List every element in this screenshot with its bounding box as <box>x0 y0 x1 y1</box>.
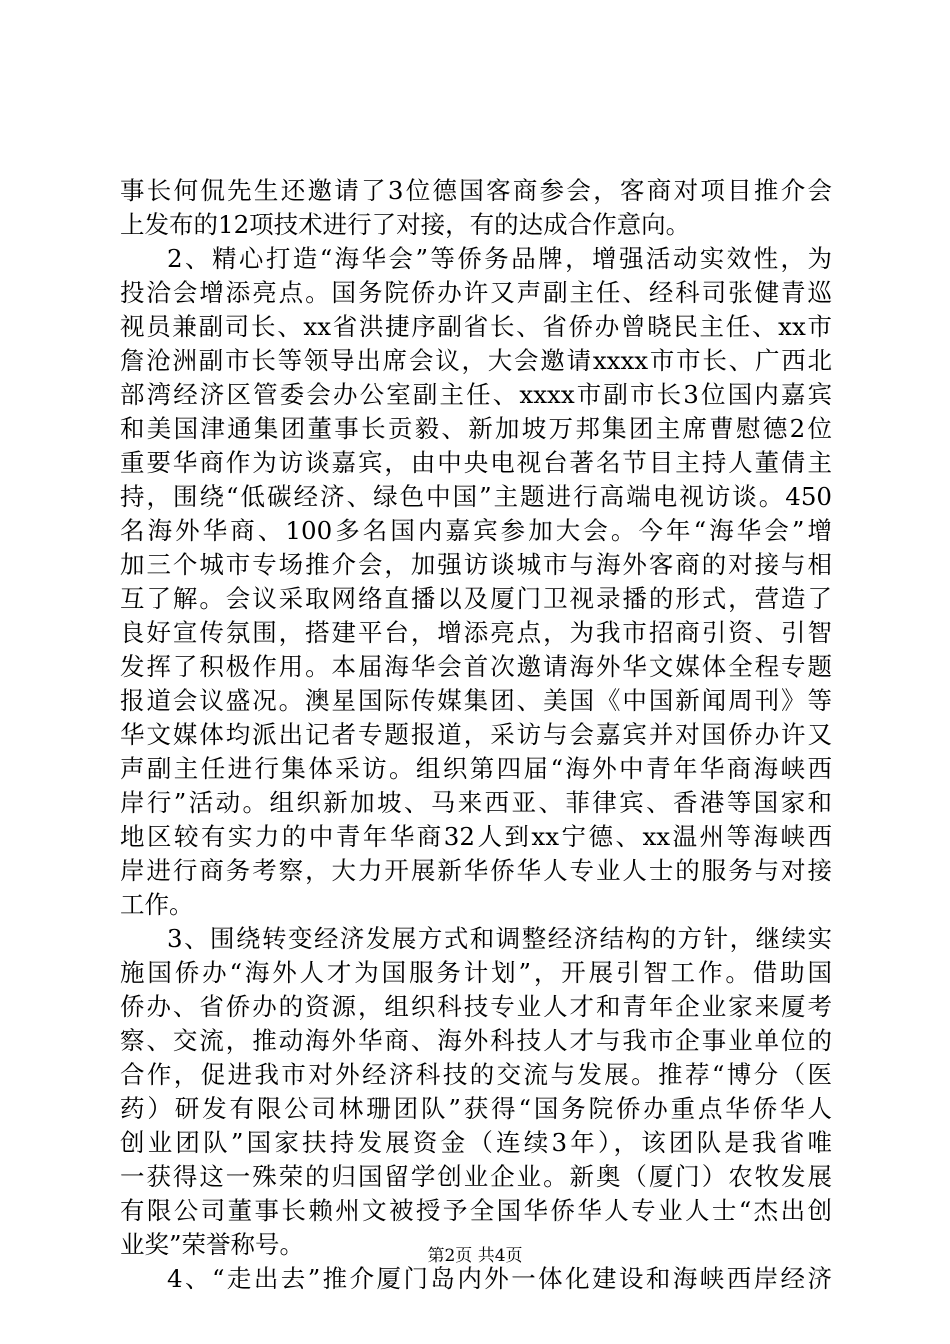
text-line: 施国侨办“海外人才为国服务计划”，开展引智工作。借助国 <box>120 958 832 987</box>
text-line: 詹沧洲副市长等领导出席会议，大会邀请xxxx市市长、广西北 <box>120 346 832 375</box>
text-line: 良好宣传氛围，搭建平台，增添亮点，为我市招商引资、引智 <box>120 618 832 647</box>
paragraph-3-first-line: 3、围绕转变经济发展方式和调整经济结构的方针，继续实 <box>167 924 832 953</box>
text-line: 上发布的12项技术进行了对接，有的达成合作意向。 <box>120 210 691 239</box>
text-line: 合作，促进我市对外经济科技的交流与发展。推荐“博分（医 <box>120 1060 832 1089</box>
text-line: 视员兼副司长、xx省洪捷序副省长、省侨办曾晓民主任、xx市 <box>120 312 832 341</box>
text-line: 加三个城市专场推介会，加强访谈城市与海外客商的对接与相 <box>120 550 832 579</box>
text-line: 持，围绕“低碳经济、绿色中国”主题进行高端电视访谈。450 <box>120 482 832 511</box>
text-line: 有限公司董事长赖州文被授予全国华侨华人专业人士“杰出创 <box>120 1196 832 1225</box>
text-line: 事长何侃先生还邀请了3位德国客商参会，客商对项目推介会 <box>120 176 832 205</box>
text-line: 药）研发有限公司林珊团队”获得“国务院侨办重点华侨华人 <box>120 1094 832 1123</box>
text-line: 名海外华商、100多名国内嘉宾参加大会。今年“海华会”增 <box>120 516 832 545</box>
text-line: 业奖”荣誉称号。 <box>120 1230 305 1259</box>
text-line: 工作。 <box>120 890 194 919</box>
text-line: 华文媒体均派出记者专题报道，采访与会嘉宾并对国侨办许又 <box>120 720 832 749</box>
text-line: 岸行”活动。组织新加坡、马来西亚、菲律宾、香港等国家和 <box>120 788 832 817</box>
text-line: 一获得这一殊荣的归国留学创业企业。新奥（厦门）农牧发展 <box>120 1162 832 1191</box>
page-number-footer: 第2页 共4页 <box>427 1246 523 1266</box>
text-line: 发挥了积极作用。本届海华会首次邀请海外华文媒体全程专题 <box>120 652 832 681</box>
text-line: 声副主任进行集体采访。组织第四届“海外中青年华商海峡西 <box>120 754 832 783</box>
paragraph-2-first-line: 2、精心打造“海华会”等侨务品牌，增强活动实效性，为 <box>167 244 832 273</box>
text-line: 侨办、省侨办的资源，组织科技专业人才和青年企业家来厦考 <box>120 992 832 1021</box>
text-line: 和美国津通集团董事长贡毅、新加坡万邦集团主席曹慰德2位 <box>120 414 832 443</box>
text-line: 岸进行商务考察，大力开展新华侨华人专业人士的服务与对接 <box>120 856 832 885</box>
text-line: 互了解。会议采取网络直播以及厦门卫视录播的形式，营造了 <box>120 584 832 613</box>
paragraph-4-first-line: 4、“走出去”推介厦门岛内外一体化建设和海峡西岸经济 <box>167 1264 832 1293</box>
text-line: 重要华商作为访谈嘉宾，由中央电视台著名节目主持人董倩主 <box>120 448 832 477</box>
text-line: 创业团队”国家扶持发展资金（连续3年），该团队是我省唯 <box>120 1128 832 1157</box>
text-line: 察、交流，推动海外华商、海外科技人才与我市企事业单位的 <box>120 1026 832 1055</box>
text-line: 投洽会增添亮点。国务院侨办许又声副主任、经科司张健青巡 <box>120 278 832 307</box>
text-line: 报道会议盛况。澳星国际传媒集团、美国《中国新闻周刊》等 <box>120 686 832 715</box>
text-line: 地区较有实力的中青年华商32人到xx宁德、xx温州等海峡西 <box>120 822 832 851</box>
text-line: 部湾经济区管委会办公室副主任、xxxx市副市长3位国内嘉宾 <box>120 380 832 409</box>
